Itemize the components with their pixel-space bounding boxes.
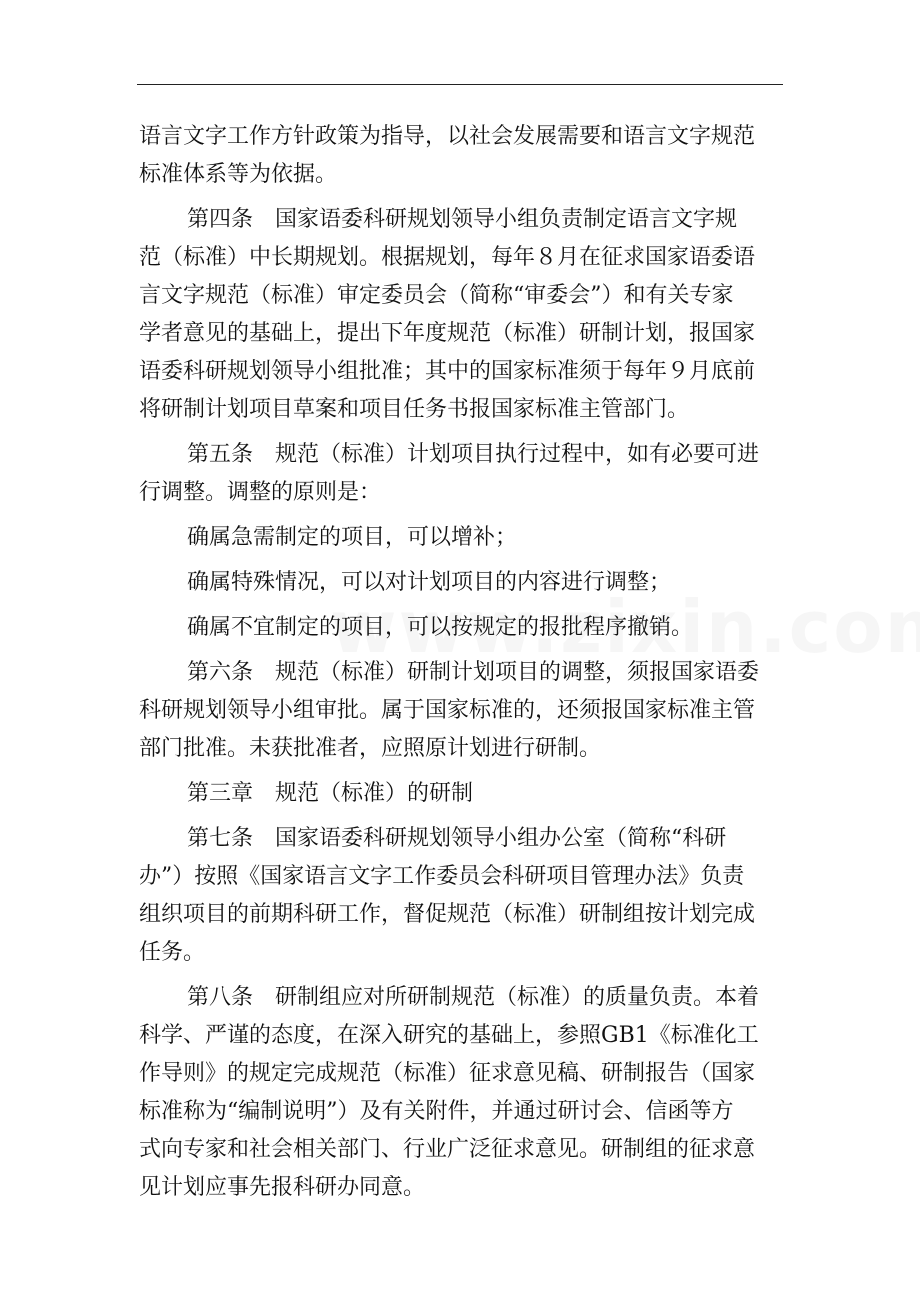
body-line: 部门批准。未获批准者，应照原计划进行研制。: [139, 736, 602, 761]
body-line: 语委科研规划领导小组批准；其中的国家标准须于每年９月底前: [139, 359, 756, 384]
body-line: 作导则》的规定完成规范（标准）征求意见稿、研制报告（国家: [139, 1061, 756, 1086]
body-line: 见计划应事先报科研办同意。: [139, 1175, 426, 1200]
header-rule: [137, 84, 783, 85]
chapter-heading: 第三章 规范（标准）的研制: [187, 781, 474, 806]
article-8-line: 第八条 研制组应对所研制规范（标准）的质量负责。本着: [187, 985, 760, 1010]
article-5-line: 第五条 规范（标准）计划项目执行过程中，如有必要可进: [187, 442, 760, 467]
article-6-line: 第六条 规范（标准）研制计划项目的调整，须报国家语委: [187, 660, 760, 685]
body-line: 科研规划领导小组审批。属于国家标准的，还须报国家标准主管: [139, 698, 756, 723]
list-item: 确属特殊情况，可以对计划项目的内容进行调整；: [187, 570, 672, 595]
body-line: 办”）按照《国家语言文字工作委员会科研项目管理办法》负责: [139, 864, 745, 889]
body-line: 科学、严谨的态度，在深入研究的基础上，参照GB1《标准化工: [139, 1023, 759, 1048]
body-line: 任务。: [139, 940, 206, 965]
body-line: 标准体系等为依据。: [139, 162, 338, 187]
document-body: [139, 118, 785, 1207]
body-line: 标准称为“编制说明”）及有关附件，并通过研讨会、信函等方: [139, 1099, 734, 1124]
article-7-line: 第七条 国家语委科研规划领导小组办公室（简称“科研: [187, 826, 727, 851]
article-4-line: 第四条 国家语委科研规划领导小组负责制定语言文字规: [187, 207, 738, 232]
body-line: 式向专家和社会相关部门、行业广泛征求意见。研制组的征求意: [139, 1137, 756, 1162]
body-line: 学者意见的基础上，提出下年度规范（标准）研制计划，报国家: [139, 321, 756, 346]
body-line: 语言文字工作方针政策为指导，以社会发展需要和语言文字规范: [139, 124, 756, 149]
body-line: 将研制计划项目草案和项目任务书报国家标准主管部门。: [139, 397, 690, 422]
body-line: 行调整。调整的原则是：: [139, 480, 382, 505]
list-item: 确属急需制定的项目，可以增补；: [187, 525, 518, 550]
body-line: 范（标准）中长期规划。根据规划，每年８月在征求国家语委语: [139, 245, 756, 270]
body-line: 组织项目的前期科研工作，督促规范（标准）研制组按计划完成: [139, 902, 756, 927]
body-line: 言文字规范（标准）审定委员会（简称“审委会”）和有关专家: [139, 283, 734, 308]
list-item: 确属不宜制定的项目，可以按规定的报批程序撤销。: [187, 615, 694, 640]
